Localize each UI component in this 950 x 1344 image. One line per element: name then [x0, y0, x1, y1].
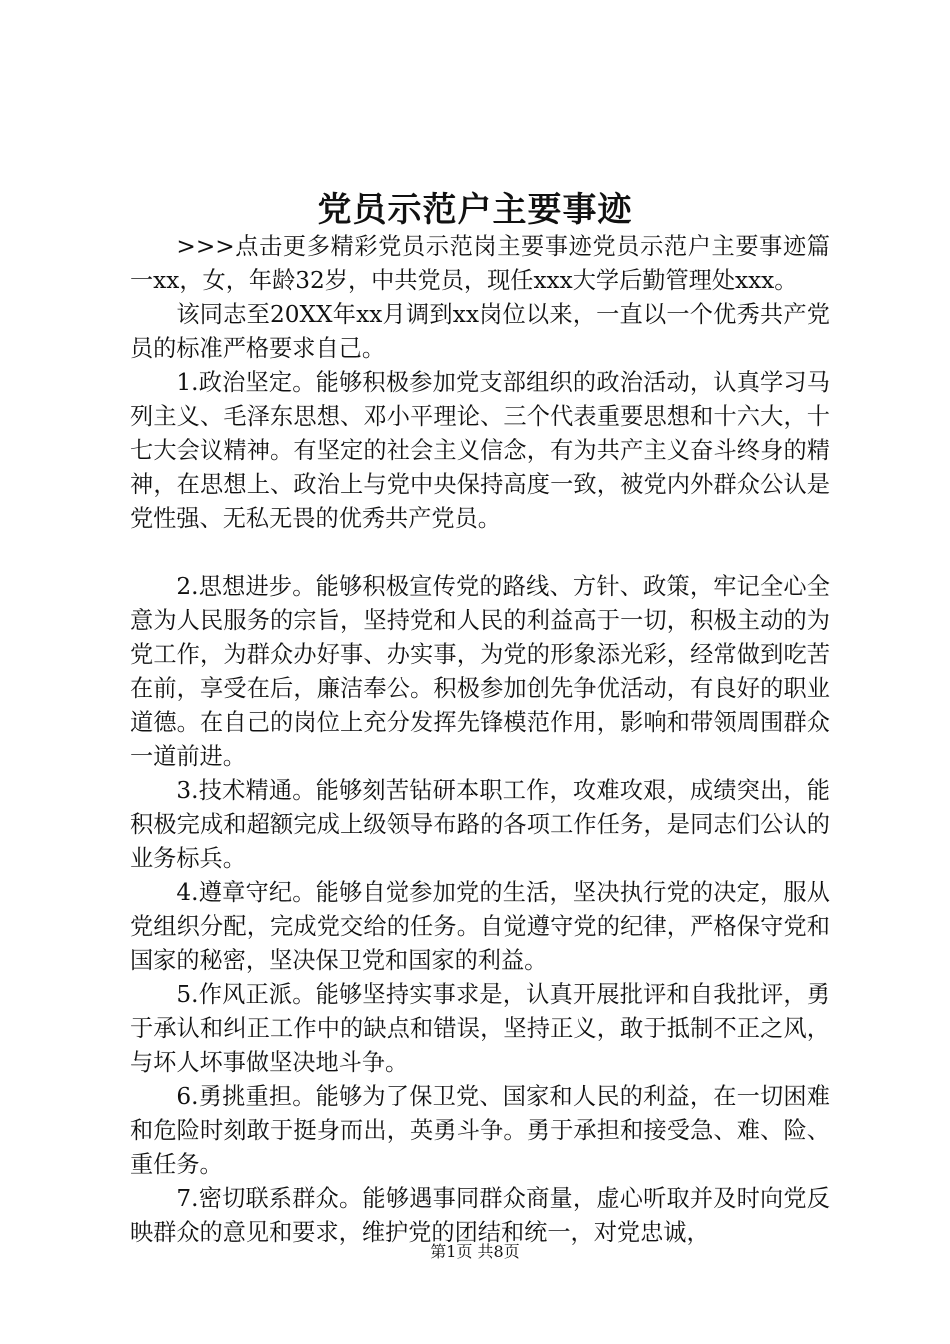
paragraph-item-7: 7.密切联系群众。能够遇事同群众商量，虚心听取并及时向党反映群众的意见和要求，维护党的团结和统一，对党忠诚，	[130, 1185, 830, 1246]
paragraph-summary: 该同志至20XX年xx月调到xx岗位以来，一直以一个优秀共产党员的标准严格要求自己。	[130, 301, 830, 362]
paragraph-item-3: 3.技术精通。能够刻苦钻研本职工作，攻难攻艰，成绩突出，能积极完成和超额完成上级领导布路的各项工作任务，是同志们公认的业务标兵。	[130, 777, 830, 872]
document-body	[130, 230, 830, 1250]
page-indicator: 第1页 共8页	[430, 1242, 520, 1261]
paragraph-item-2: 2.思想进步。能够积极宣传党的路线、方针、政策，牢记全心全意为人民服务的宗旨，坚持党和人民的利益高于一切，积极主动的为党工作，为群众办好事、办实事，为党的形象添光彩，经常做到吃苦在前，享受在后，廉洁奉公。积极参加创先争优活动，有良好的职业道德。在自己的岗位上充分发挥先锋模范作用，影响和带领周围群众一道前进。	[130, 573, 830, 770]
paragraph-intro: >>>点击更多精彩党员示范岗主要事迹党员示范户主要事迹篇一xx，女，年龄32岁，中共党员，现任xxx大学后勤管理处xxx。	[130, 233, 830, 294]
paragraph-item-5: 5.作风正派。能够坚持实事求是，认真开展批评和自我批评，勇于承认和纠正工作中的缺点和错误，坚持正义，敢于抵制不正之风，与坏人坏事做坚决地斗争。	[130, 981, 830, 1076]
document-title: 党员示范户主要事迹	[317, 190, 633, 230]
paragraph-item-6: 6.勇挑重担。能够为了保卫党、国家和人民的利益，在一切困难和危险时刻敢于挺身而出，英勇斗争。勇于承担和接受急、难、险、重任务。	[130, 1083, 830, 1178]
paragraph-item-1: 1.政治坚定。能够积极参加党支部组织的政治活动，认真学习马列主义、毛泽东思想、邓小平理论、三个代表重要思想和十六大，十七大会议精神。有坚定的社会主义信念，有为共产主义奋斗终身的精神，在思想上、政治上与党中央保持高度一致，被党内外群众公认是党性强、无私无畏的优秀共产党员。	[130, 369, 830, 532]
paragraph-item-4: 4.遵章守纪。能够自觉参加党的生活，坚决执行党的决定，服从党组织分配，完成党交给的任务。自觉遵守党的纪律，严格保守党和国家的秘密，坚决保卫党和国家的利益。	[130, 879, 830, 974]
